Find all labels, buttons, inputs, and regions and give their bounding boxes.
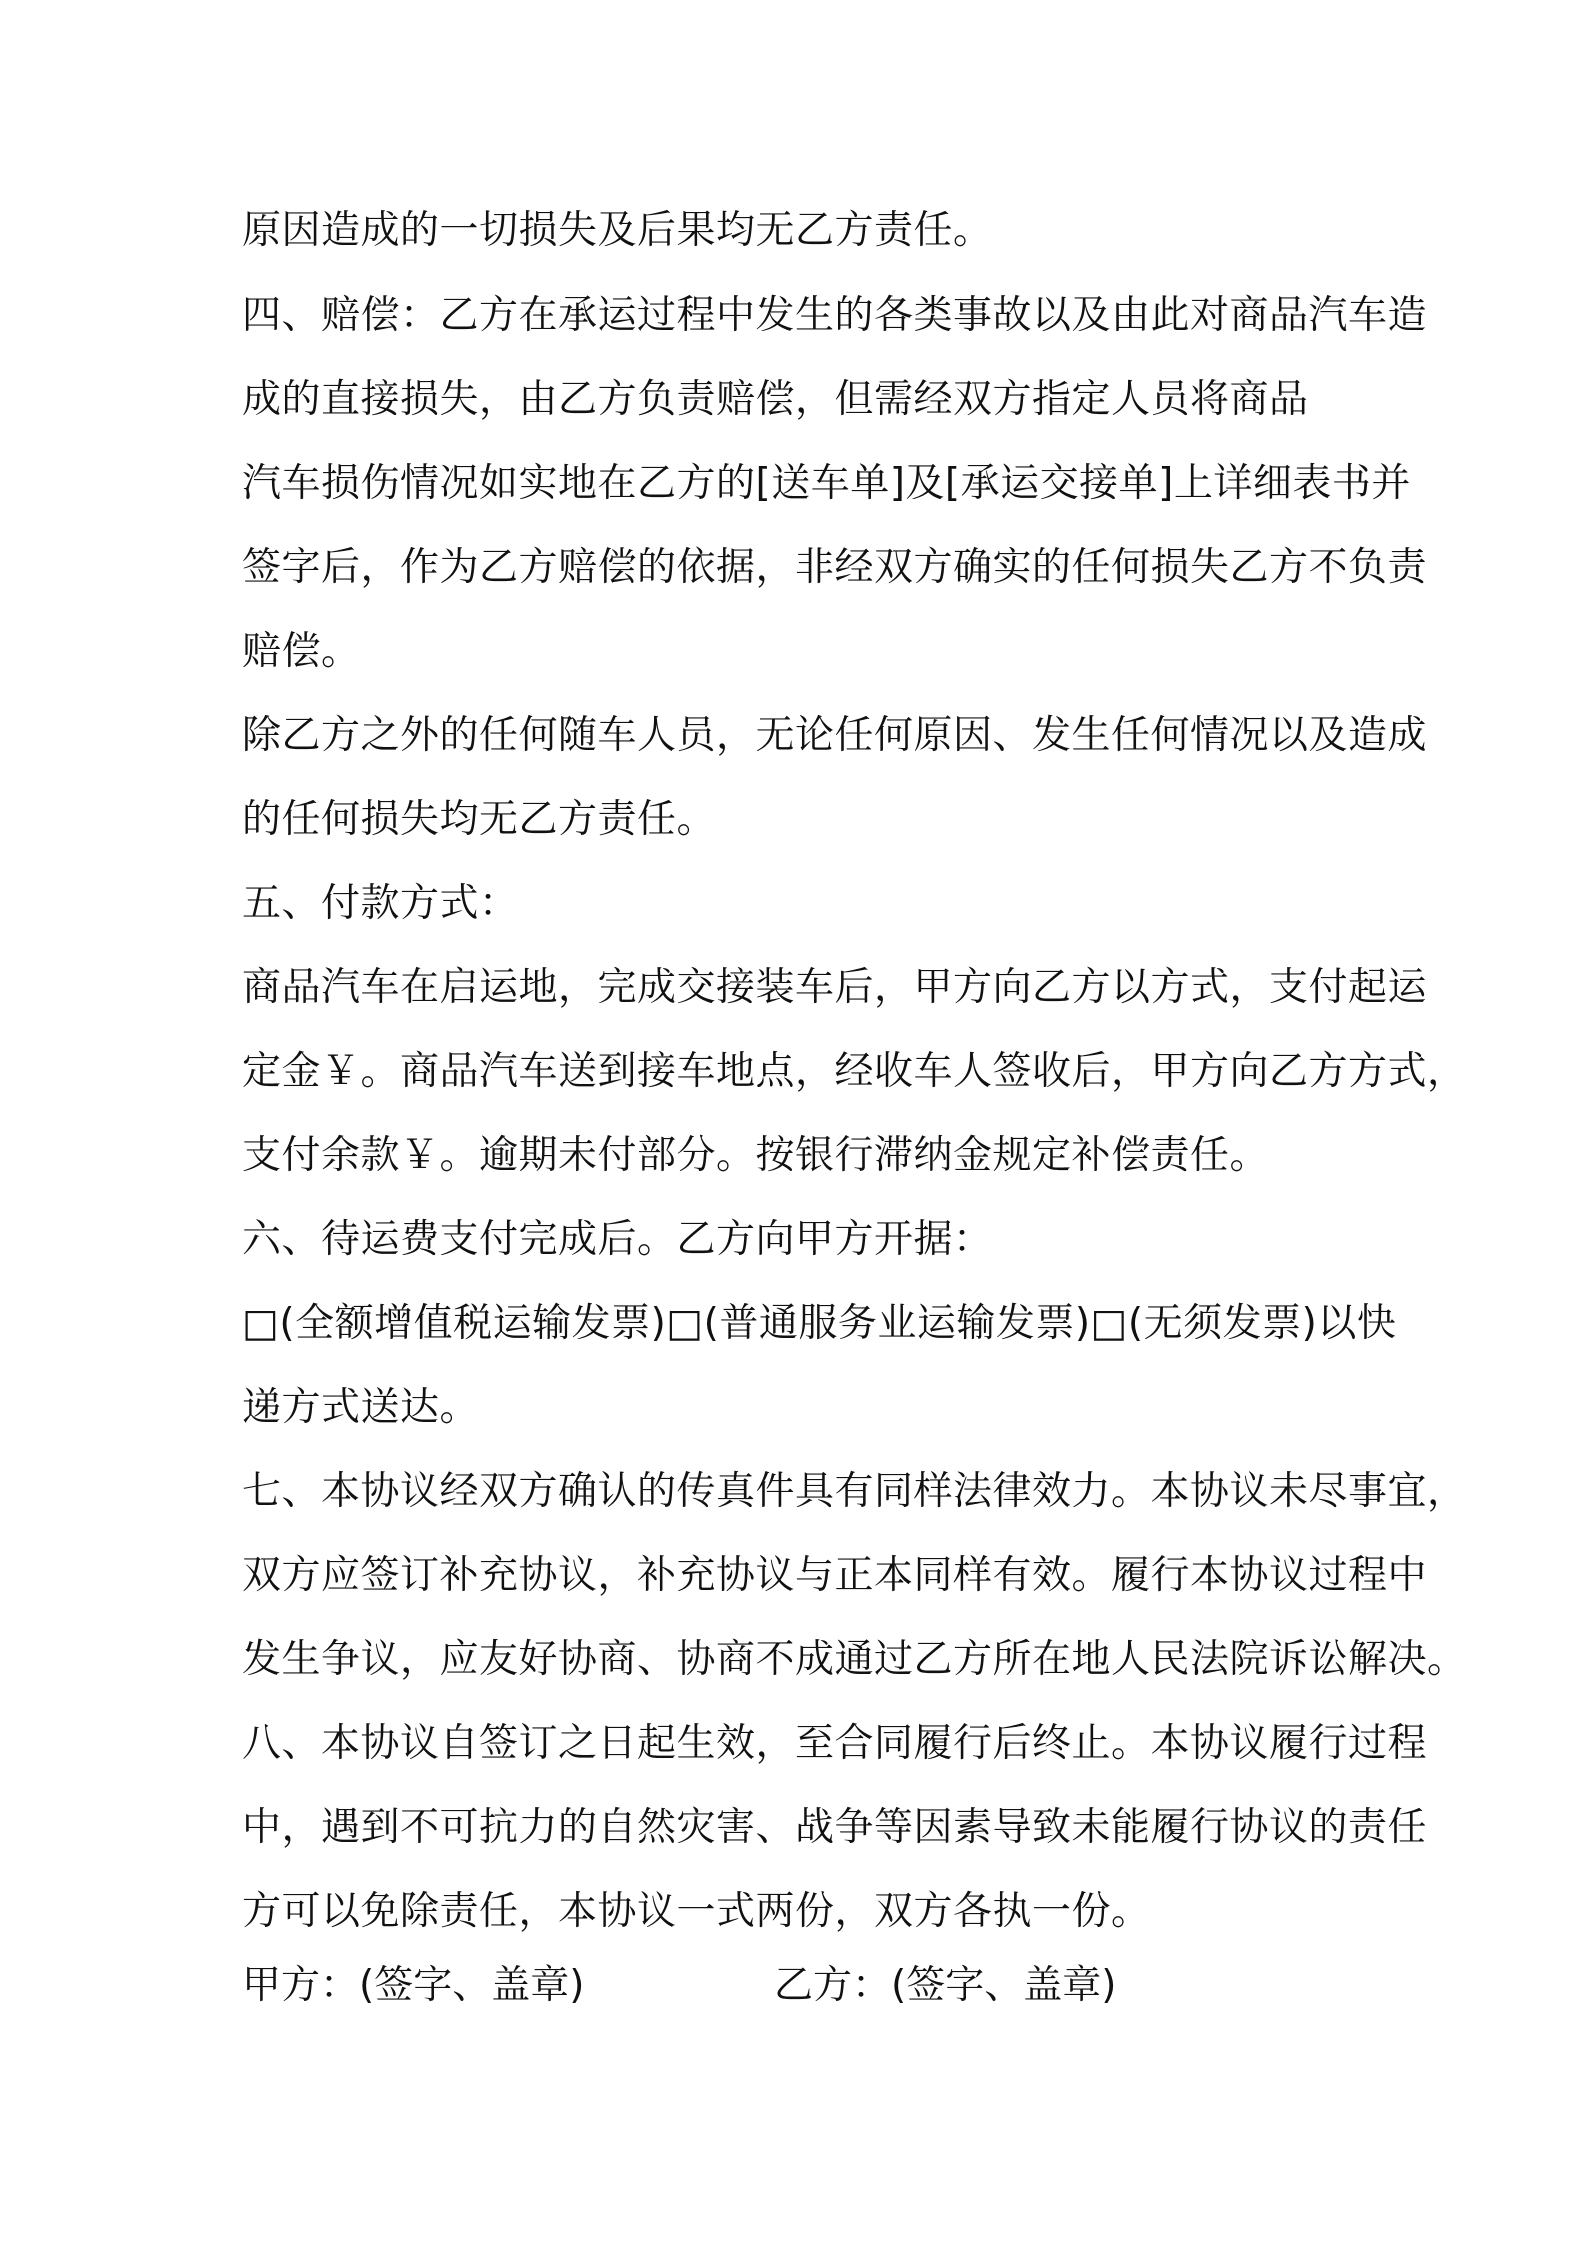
text-line-8: 的任何损失均无乙方责任。 [242,797,717,842]
text-line-17: 双方应签订补充协议，补充协议与正本同样有效。履行本协议过程中 [242,1553,1428,1598]
text-line-2: 四、赔偿：乙方在承运过程中发生的各类事故以及由此对商品汽车造 [242,293,1428,338]
text-line-5: 签字后，作为乙方赔偿的依据，非经双方确实的任何损失乙方不负责 [242,545,1428,590]
section-heading-payment: 五、付款方式： [242,881,519,926]
signature-block [242,1960,1362,2012]
text-line-4: 汽车损伤情况如实地在乙方的[送车单]及[承运交接单]上详细表书并 [242,461,1411,506]
text-line-7: 除乙方之外的任何随车人员，无论任何原因、发生任何情况以及造成 [242,713,1428,758]
party-a-signature-label: 甲方：(签字、盖章) [242,1963,585,2008]
text-line-19: 八、本协议自签订之日起生效，至合同履行后终止。本协议履行过程 [242,1721,1428,1766]
invoice-options-line: □(全额增值税运输发票)□(普通服务业运输发票)□(无须发票)以快 [242,1301,1397,1346]
text-line-6: 赔偿。 [242,629,361,674]
text-line-1: 原因造成的一切损失及后果均无乙方责任。 [242,208,993,253]
text-line-10: 商品汽车在启运地，完成交接装车后，甲方向乙方以方式，支付起运 [242,965,1428,1010]
party-b-signature-label: 乙方：(签字、盖章) [774,1963,1117,2008]
text-line-15: 递方式送达。 [242,1385,480,1430]
text-line-21: 方可以免除责任，本协议一式两份，双方各执一份。 [242,1889,1151,1934]
text-line-20: 中，遇到不可抗力的自然灾害、战争等因素导致未能履行协议的责任 [242,1805,1428,1850]
text-line-12: 支付余款￥。逾期未付部分。按银行滞纳金规定补偿责任。 [242,1133,1270,1178]
text-line-16: 七、本协议经双方确认的传真件具有同样法律效力。本协议未尽事宜， [242,1469,1467,1514]
text-line-18: 发生争议，应友好协商、协商不成通过乙方所在地人民法院诉讼解决。 [242,1637,1467,1682]
text-line-11: 定金￥。商品汽车送到接车地点，经收车人签收后，甲方向乙方方式， [242,1049,1467,1094]
text-line-3: 成的直接损失，由乙方负责赔偿，但需经双方指定人员将商品 [242,377,1309,422]
text-line-13: 六、待运费支付完成后。乙方向甲方开据： [242,1217,993,1262]
